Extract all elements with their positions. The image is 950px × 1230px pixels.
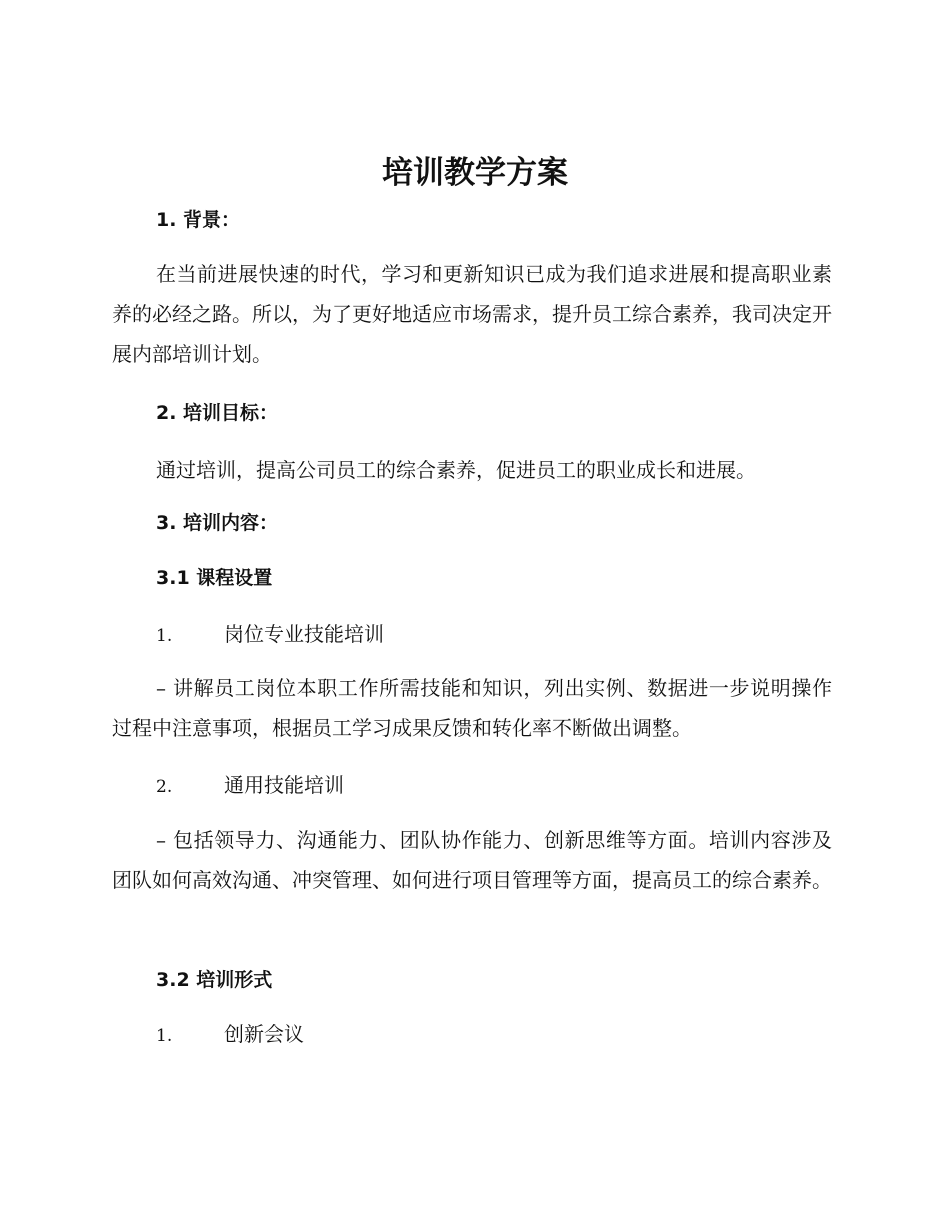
list-item	[156, 1019, 304, 1051]
section-heading-background: 1. 背景：	[156, 209, 241, 231]
list-item-number: 1.	[156, 1026, 173, 1046]
list-item	[156, 770, 344, 802]
paragraph-course-1-desc: – 讲解员工岗位本职工作所需技能和知识，列出实例、数据进一步说明操作过程中注意事项，根据员工学习成果反馈和转化率不断做出调整。	[112, 676, 832, 740]
list-item-number: 2.	[156, 777, 173, 797]
paragraph-background: 在当前进展快速的时代，学习和更新知识已成为我们追求进展和提高职业素养的必经之路。所以，为了更好地适应市场需求，提升员工综合素养，我司决定开展内部培训计划。	[112, 262, 832, 366]
section-heading-content: 3. 培训内容：	[156, 512, 279, 534]
list-item-text: 岗位专业技能培训	[224, 622, 384, 646]
list-item-text: 创新会议	[224, 1022, 304, 1046]
document-title: 培训教学方案	[382, 155, 568, 191]
list-item	[156, 619, 384, 651]
subsection-heading-format: 3.2 培训形式	[156, 969, 273, 991]
subsection-heading-courses: 3.1 课程设置	[156, 567, 273, 589]
paragraph-goal: 通过培训，提高公司员工的综合素养，促进员工的职业成长和进展。	[156, 458, 756, 482]
paragraph-course-2-desc: – 包括领导力、沟通能力、团队协作能力、创新思维等方面。培训内容涉及团队如何高效沟通、冲突管理、如何进行项目管理等方面，提高员工的综合素养。	[112, 828, 832, 892]
list-item-text: 通用技能培训	[224, 773, 344, 797]
section-heading-goal: 2. 培训目标：	[156, 402, 279, 424]
list-item-number: 1.	[156, 626, 173, 646]
